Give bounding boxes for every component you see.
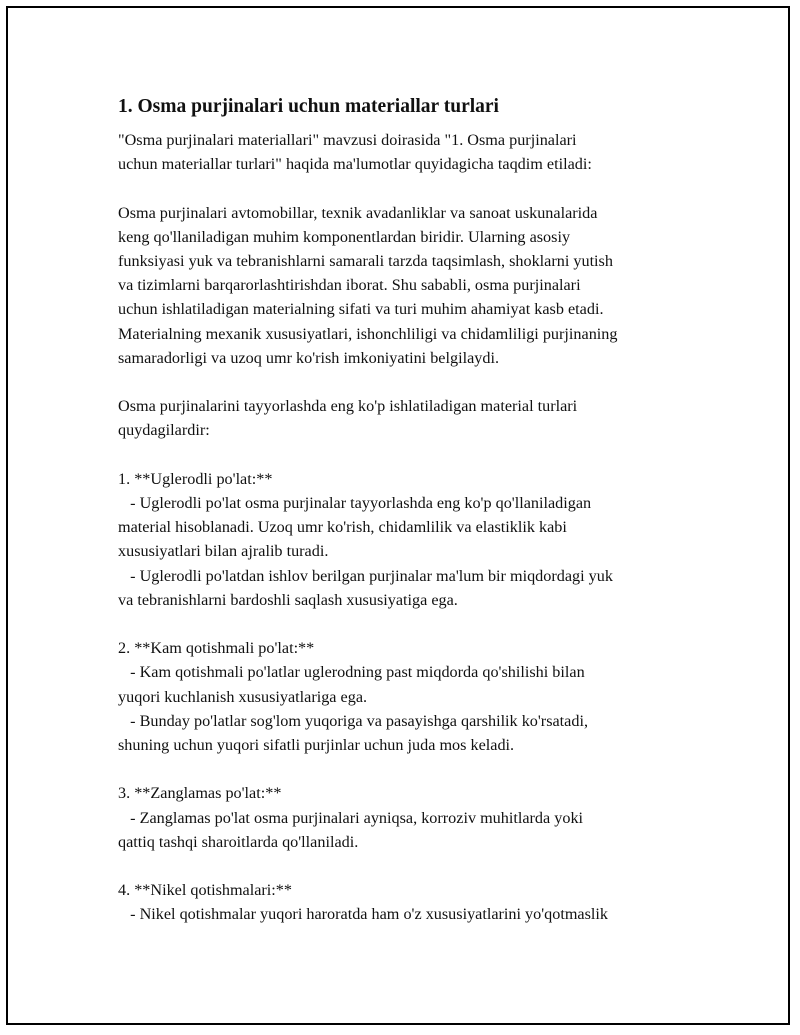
list-item [118,878,698,926]
spacer [118,370,698,394]
spacer [118,757,698,781]
spacer [118,854,698,878]
list-intro-paragraph: Osma purjinalarini tayyorlashda eng ko'p ishlatiladigan material turlari quydagilardir: [118,397,578,440]
list-item-bullet: - Nikel qotishmalar yuqori haroratda ham o'z xususiyatlarini yo'qotmaslik [118,905,609,924]
intro-paragraph: "Osma purjinalari materiallari" mavzusi doirasida "1. Osma purjinalari uchun materiallar turlari" haqida ma'lumotlar quyidagicha taqdim etiladi: [118,131,592,174]
list-item-bullet: - Kam qotishmali po'latlar uglerodning past miqdorda qo'shilishi bilan yuqori kuchlanish xususiyatlariga ega. [118,663,585,706]
list-item [118,467,698,612]
list-item-bullet: - Zanglamas po'lat osma purjinalari ayniqsa, korroziv muhitlarda yoki qattiq tashqi sharoitlarda qo'llaniladi. [118,808,584,851]
overview-paragraph: Osma purjinalari avtomobillar, texnik avadanliklar va sanoat uskunalarida keng qo'llaniladigan muhim komponentlardan biridir. Ularning asosiy funksiyasi yuk va tebranishlarni samarali tarzda taqsimlash, shoklarni yutish va tizimlarni barqarorlashtirishdan iborat. Shu sababli, osma purjinalari uchun ishlatiladigan materialning sifati va turi muhim ahamiyat kasb etadi. Materialning mexanik xususiyatlari, ishonchliligi va chidamliligi purjinaning samaradorligi va uzoq umr ko'rish imkoniyatini belgilaydi. [118,203,618,367]
document-body [118,94,698,927]
list-item [118,781,698,854]
spacer [118,443,698,467]
list-item-bullet: - Uglerodli po'lat osma purjinalar tayyorlashda eng ko'p qo'llaniladigan material hisoblanadi. Uzoq umr ko'rish, chidamlilik va elastiklik kabi xususiyatlari bilan ajralib turadi. [118,494,592,561]
list-item-bullet: - Bunday po'latlar sog'lom yuqoriga va pasayishga qarshilik ko'rsatadi, shuning uchun yuqori sifatli purjinlar uchun juda mos keladi. [118,711,588,755]
document-heading: 1. Osma purjinalari uchun materiallar turlari [118,96,499,117]
list-item [118,636,698,757]
list-item-bullet: - Uglerodli po'latdan ishlov berilgan purjinalar ma'lum bir miqdordagi yuk va tebranishlarni bardoshli saqlash xususiyatiga ega. [118,566,613,609]
spacer [118,176,698,200]
spacer [118,612,698,636]
list-item-title: 4. **Nikel qotishmalari:** [118,881,292,900]
list-item-title: 1. **Uglerodli po'lat:** [118,469,273,488]
list-item-title: 3. **Zanglamas po'lat:** [118,784,282,803]
list-item-title: 2. **Kam qotishmali po'lat:** [118,639,315,658]
